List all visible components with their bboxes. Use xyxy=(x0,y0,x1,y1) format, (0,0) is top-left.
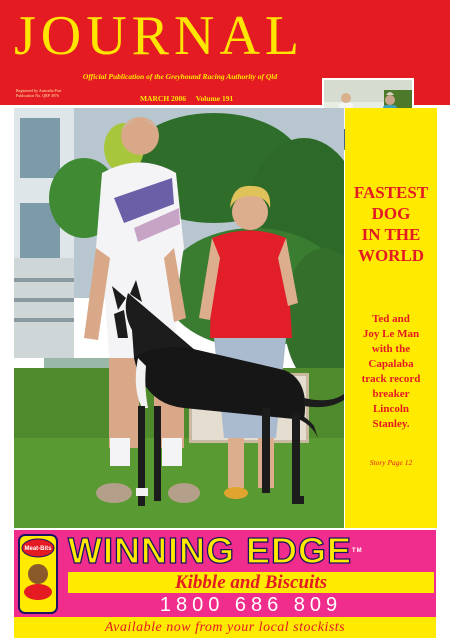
caption-line: Stanley. xyxy=(372,418,410,430)
publication-subtitle: Official Publication of the Greyhound Racing Authority of Qld xyxy=(82,72,278,81)
cover-photo xyxy=(14,108,344,528)
caption-line: Capalaba xyxy=(368,358,414,370)
caption-line: Lincoln xyxy=(372,403,410,415)
svg-text:Meat-Bits: Meat-Bits xyxy=(24,546,52,552)
trademark-mark: TM xyxy=(352,548,363,554)
advert-title xyxy=(68,530,434,572)
caption-line: Ted and xyxy=(372,313,410,325)
caption-line: track record xyxy=(361,373,421,385)
magazine-title: JOURNAL xyxy=(14,5,305,67)
cover-headline xyxy=(345,182,437,266)
meat-bits-logo xyxy=(18,534,58,614)
headline-line: DOG xyxy=(371,204,411,223)
headline-line: WORLD xyxy=(357,246,425,265)
registration-line: Registered by Australia Post xyxy=(16,88,62,93)
advert-subtitle: Kibble and Biscuits xyxy=(68,572,434,593)
caption-line: breaker xyxy=(372,388,410,400)
caption-line: Joy Le Man xyxy=(362,328,420,340)
advertisement xyxy=(14,530,436,638)
headline-line: FASTEST xyxy=(353,183,429,202)
photo-caption xyxy=(345,312,437,432)
issue-info xyxy=(140,94,340,103)
publication-number: Publication No. QBP 4976 xyxy=(16,93,59,98)
caption-line: with the xyxy=(371,343,411,355)
headline-line: IN THE xyxy=(361,225,421,244)
advert-title-text: WINNING EDGE xyxy=(68,530,353,571)
issue-date: MARCH 2006 xyxy=(140,94,187,103)
story-reference: Story Page 12 xyxy=(369,458,413,467)
registration-note xyxy=(16,88,126,98)
volume-number: Volume 191 xyxy=(195,94,234,103)
advert-footer: Available now from your local stockists xyxy=(14,617,436,638)
advert-phone: 1800 686 809 xyxy=(159,594,343,616)
